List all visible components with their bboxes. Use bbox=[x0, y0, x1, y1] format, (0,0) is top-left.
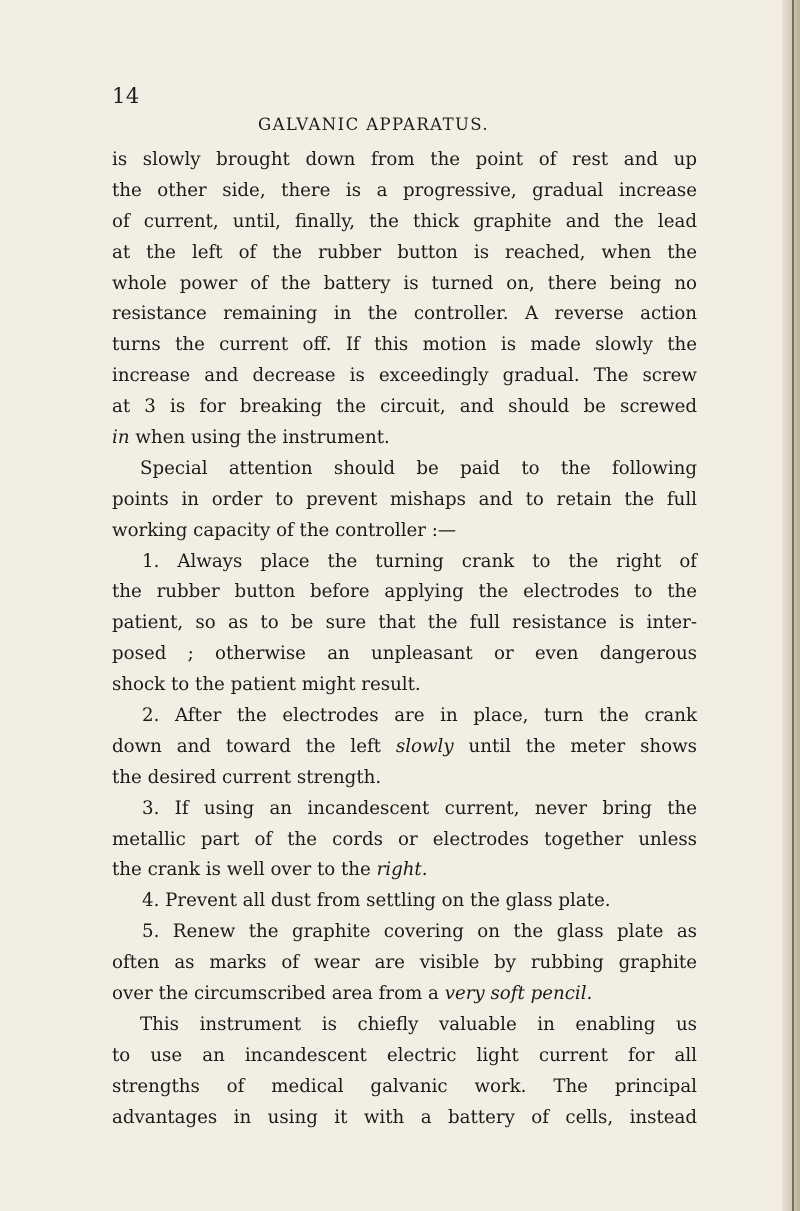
text-line: at 3 is for breaking the circuit, and should be screwed bbox=[112, 396, 697, 418]
text-line: to use an incandescent electric light current for all bbox=[112, 1044, 697, 1066]
text-line bbox=[112, 423, 697, 454]
text-span: the crank is well over to the bbox=[112, 859, 377, 881]
text-line: strengths of medical galvanic work. The principal bbox=[112, 1075, 697, 1097]
page-binding-edge bbox=[782, 0, 800, 1211]
list-item-line: 1. Always place the turning crank to the right of bbox=[142, 550, 697, 572]
text-line: of current, until, finally, the thick graphite and the lead bbox=[112, 210, 697, 232]
list-item-line: 2. After the electrodes are in place, turn the crank bbox=[142, 705, 697, 727]
text-line bbox=[112, 855, 697, 886]
italic-text: right. bbox=[376, 859, 428, 881]
text-span: over the circumscribed area from a bbox=[112, 983, 445, 1005]
text-line: the other side, there is a progressive, gradual increase bbox=[112, 179, 697, 201]
text-line bbox=[112, 732, 697, 763]
running-head: GALVANIC APPARATUS. bbox=[258, 115, 490, 134]
text-line: the desired current strength. bbox=[112, 766, 382, 788]
text-line: shock to the patient might result. bbox=[112, 674, 421, 696]
list-item-line: 5. Renew the graphite covering on the glass plate as bbox=[142, 921, 697, 943]
text-line: the rubber button before applying the electrodes to the bbox=[112, 581, 697, 603]
text-line: whole power of the battery is turned on, there being no bbox=[112, 272, 697, 294]
text-line: posed ; otherwise an unpleasant or even dangerous bbox=[112, 643, 697, 665]
page-binding-line bbox=[792, 0, 794, 1211]
italic-text: very soft pencil. bbox=[444, 983, 593, 1005]
text-line: metallic part of the cords or electrodes together unless bbox=[112, 828, 697, 850]
text-line: Special attention should be paid to the following bbox=[140, 457, 697, 479]
text-span: down and toward the left bbox=[112, 735, 396, 757]
italic-text: in bbox=[112, 427, 130, 449]
text-span: until the meter shows bbox=[453, 735, 697, 757]
text-line: points in order to prevent mishaps and to retain the full bbox=[112, 488, 697, 510]
text-span: when using the instrument. bbox=[129, 427, 390, 449]
text-line: advantages in using it with a battery of cells, instead bbox=[112, 1106, 697, 1128]
text-line: is slowly brought down from the point of rest and up bbox=[112, 149, 697, 170]
text-line: This instrument is chiefly valuable in enabling us bbox=[140, 1013, 697, 1035]
text-line: turns the current off. If this motion is made slowly the bbox=[112, 334, 697, 356]
text-line bbox=[112, 979, 697, 1010]
list-item-line: 4. Prevent all dust from settling on the glass plate. bbox=[142, 890, 611, 912]
text-line: at the left of the rubber button is reached, when the bbox=[112, 241, 697, 263]
text-line: working capacity of the controller :— bbox=[112, 519, 457, 541]
list-item-line: 3. If using an incandescent current, never bring the bbox=[142, 797, 697, 819]
text-line: resistance remaining in the controller. A reverse action bbox=[112, 303, 697, 325]
body-text bbox=[112, 145, 697, 1134]
text-line: increase and decrease is exceedingly gradual. The screw bbox=[112, 365, 697, 387]
text-line: patient, so as to be sure that the full resistance is inter- bbox=[112, 612, 697, 634]
italic-text: slowly bbox=[395, 735, 454, 757]
page-number: 14 bbox=[112, 84, 140, 108]
text-line: often as marks of wear are visible by rubbing graphite bbox=[112, 952, 697, 974]
